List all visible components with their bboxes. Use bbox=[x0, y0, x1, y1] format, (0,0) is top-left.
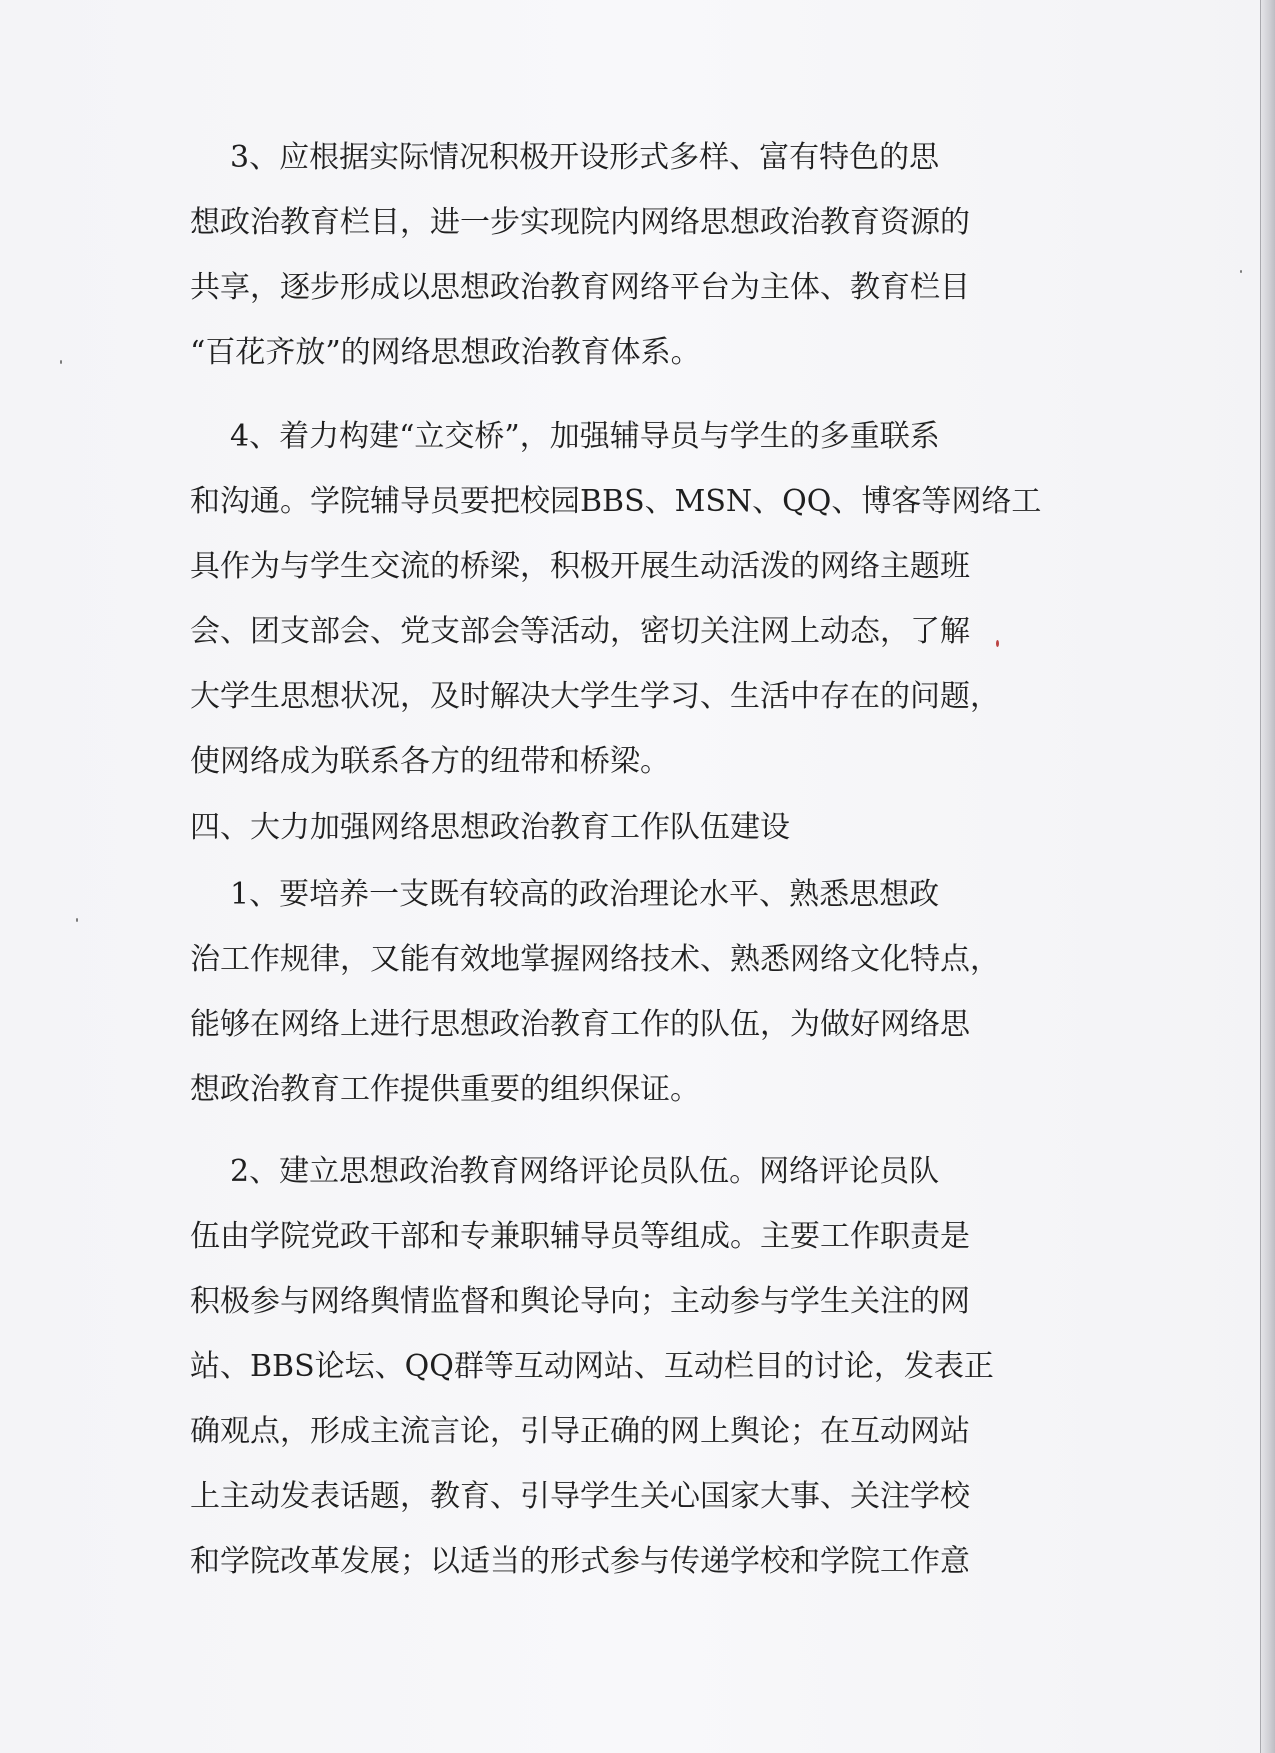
text-line: 大学生思想状况，及时解决大学生学习、生活中存在的问题， bbox=[190, 679, 1000, 714]
text-line: “百花齐放”的网络思想政治教育体系。 bbox=[190, 335, 701, 370]
scan-dot bbox=[1240, 270, 1242, 273]
text-line: 具作为与学生交流的桥梁，积极开展生动活泼的网络主题班 bbox=[190, 549, 970, 584]
text-line: 和学院改革发展；以适当的形式参与传递学校和学院工作意 bbox=[190, 1544, 970, 1579]
text-line: 想政治教育工作提供重要的组织保证。 bbox=[190, 1072, 700, 1107]
text-line: 使网络成为联系各方的纽带和桥梁。 bbox=[190, 744, 670, 779]
text-line: 3、应根据实际情况积极开设形式多样、富有特色的思 bbox=[230, 140, 940, 175]
text-line: 治工作规律，又能有效地掌握网络技术、熟悉网络文化特点， bbox=[190, 942, 1000, 977]
text-line: 上主动发表话题，教育、引导学生关心国家大事、关注学校 bbox=[190, 1479, 970, 1514]
scan-speck bbox=[996, 640, 999, 647]
section-heading: 四、大力加强网络思想政治教育工作队伍建设 bbox=[190, 810, 790, 845]
scan-dot bbox=[76, 918, 78, 922]
text-line: 4、着力构建“立交桥”，加强辅导员与学生的多重联系 bbox=[230, 419, 940, 454]
text-line: 和沟通。学院辅导员要把校园BBS、MSN、QQ、博客等网络工 bbox=[190, 484, 1042, 519]
page-edge bbox=[1261, 0, 1275, 1753]
text-line: 1、要培养一支既有较高的政治理论水平、熟悉思想政 bbox=[230, 877, 940, 912]
text-line: 站、BBS论坛、QQ群等互动网站、互动栏目的讨论，发表正 bbox=[190, 1349, 994, 1384]
text-line: 会、团支部会、党支部会等活动，密切关注网上动态，了解 bbox=[190, 614, 970, 649]
text-line: 伍由学院党政干部和专兼职辅导员等组成。主要工作职责是 bbox=[190, 1219, 970, 1254]
text-line: 想政治教育栏目，进一步实现院内网络思想政治教育资源的 bbox=[190, 205, 970, 240]
text-line: 共享，逐步形成以思想政治教育网络平台为主体、教育栏目 bbox=[190, 270, 970, 305]
text-line: 能够在网络上进行思想政治教育工作的队伍，为做好网络思 bbox=[190, 1007, 970, 1042]
text-line: 2、建立思想政治教育网络评论员队伍。网络评论员队 bbox=[230, 1154, 940, 1189]
text-line: 积极参与网络舆情监督和舆论导向；主动参与学生关注的网 bbox=[190, 1284, 970, 1319]
text-line: 确观点，形成主流言论，引导正确的网上舆论；在互动网站 bbox=[190, 1414, 970, 1449]
scan-dot bbox=[60, 360, 62, 364]
